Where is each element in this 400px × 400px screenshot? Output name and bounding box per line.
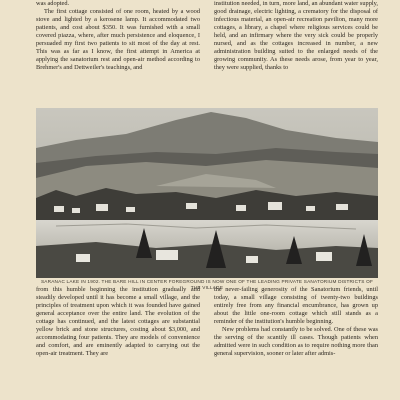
bottom-right-column (214, 286, 378, 358)
paragraph: The first cottage consisted of one room, heated by a wood stove and lighted by a kerosene lamp. It accommodated two patients, and cost about $350. It was furnished with a small covered piazza, where, after much persistence and eloquence, I persuaded my first two patients to sit most of the day at rest. This was as far as I know, the first attempt in America at applying the sanatorium rest and open-air method according to Brehmer's and Dettweiler's teachings, and (36, 8, 200, 72)
top-left-column (36, 0, 200, 72)
bottom-text-columns (36, 286, 378, 358)
top-text-columns (36, 0, 378, 72)
photo-caption: SARANAC LAKE IN 1902. THE BARE HILL IN CENTER FOREGROUND IS NOW ONE OF THE LEADING PRIVATE SANATORIUM DISTRICTS OF THE VILLAGE (40, 279, 374, 290)
paragraph: the never-failing generosity of the Sanatorium friends, until today, a small village consisting of twenty-two buildings entirely free from any financial encumbrance, has grown up about the little one-room cottage which still stands as a reminder of the institution's humble beginning. (214, 286, 378, 326)
paragraph: was adopted. (36, 0, 70, 7)
top-right-column (214, 0, 378, 72)
paragraph: institution needed, in turn, more land, an abundant water supply, good drainage, electric lighting, a crematory for the disposal of infectious material, an open-air recreation pavilion, many more cottages, a library, a chapel where religious services could be held, and an infirmary where the very sick could be properly nursed, and as the cottages increased in number, a new administration building suited to the enlarged needs of the growing community. As these needs arose, from year to year, they were supplied, thanks to (214, 0, 378, 72)
paragraph: New problems had constantly to be solved. One of these was the serving of the scantily ill cases. Though patients when admitted were in such condition as to require nothing more than general supervision, sooner or later after admis- (214, 326, 378, 358)
bottom-left-column (36, 286, 200, 358)
paragraph: from this humble beginning the institution gradually and steadily developed until it has become a small village, and the principles of treatment upon which it was founded have gained general acceptance over the entire land. The evolution of the cottage has continued, and the latest cottages are substantial yellow brick and stone structures, costing about $3,000, and accommodating four patients. They are models of convenience and comfort, and are eminently adapted to carrying out the open-air treatment. They are (36, 286, 200, 358)
saranac-lake-photograph (36, 108, 378, 278)
